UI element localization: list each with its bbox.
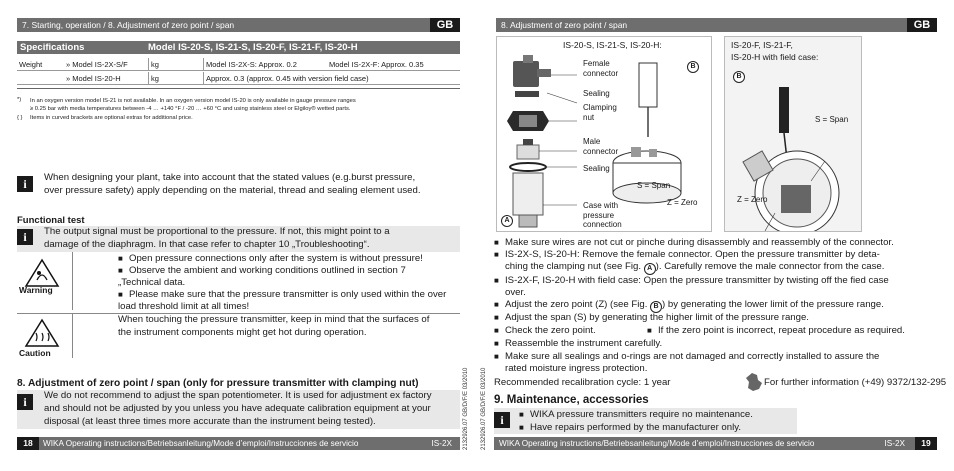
warning-bullet-cont: load threshold limit at all times!	[118, 301, 250, 312]
left-header-text: 7. Starting, operation / 8. Adjustment of zero point / span	[22, 20, 235, 30]
label-line: Case with	[583, 201, 619, 210]
figure-b	[724, 36, 862, 232]
maintenance-bullet: ■ Have repairs performed by the manufacturer only.	[530, 422, 741, 434]
info-design-text-1: When designing your plant, take into account that the stated values (e.g.burst pressure,	[44, 172, 416, 183]
info-icon: i	[17, 176, 33, 192]
caution-label: Caution	[19, 348, 51, 358]
bullet-adjust-zero	[505, 299, 884, 312]
footnote-2: Items in curved brackets are optional extras for additional price.	[30, 115, 193, 121]
field-case-drawing	[725, 77, 863, 231]
recalibration-text: Recommended recalibration cycle: 1 year	[494, 377, 671, 388]
footer-model: IS-2X	[431, 439, 452, 448]
label-male-connector	[583, 137, 618, 156]
bullet-remove-connector-cont	[505, 261, 884, 274]
bullet-field-case-cont: over.	[505, 287, 526, 298]
caution-text-1: When touching the pressure transmitter, keep in mind that the surfaces of	[118, 314, 430, 325]
label-z-zero-2: Z = Zero	[737, 195, 768, 204]
spec-unit: kg	[148, 72, 159, 85]
functional-test-text-1: The output signal must be proportional to the pressure. If not, this might point to a	[44, 226, 390, 237]
left-language-badge: GB	[430, 18, 460, 32]
bullet-reassemble: ■ Reassemble the instrument carefully.	[505, 338, 662, 350]
maintenance-bullet: ■ WIKA pressure transmitters require no maintenance.	[530, 409, 753, 421]
page-number: 19	[915, 437, 937, 450]
info-icon: i	[17, 229, 33, 245]
right-page-header	[496, 18, 937, 32]
warning-bullet: ■ Open pressure connections only after the system is without pressure!	[129, 253, 423, 265]
spec-value: Approx. 0.3 (approx. 0.45 with version field case)	[203, 72, 369, 85]
label-line: nut	[583, 112, 595, 122]
footer-model: IS-2X	[884, 439, 905, 448]
warning-icon	[24, 258, 60, 288]
warning-bullet-cont: „Technical data.	[118, 277, 186, 288]
right-footer	[494, 437, 937, 450]
figure-b-marker: B	[687, 61, 699, 73]
info-design-text-2: over pressure safety) apply depending on the material, thread and sealing element used.	[44, 185, 421, 196]
footnote-1: In an oxygen version model IS-21 is not available. In an oxygen version model IS-20 is only available in gauge pressure ranges	[30, 98, 356, 104]
doc-id-vertical: 2132926.07 GB/D/F/E 03/2010	[481, 367, 487, 450]
text-part: ) by generating the lower limit of the pressure range.	[662, 299, 884, 310]
bullet-check-zero: ■ Check the zero point.	[505, 325, 596, 337]
info-icon: i	[494, 412, 510, 428]
footer-text: WIKA Operating instructions/Betriebsanleitung/Mode d’emploi/Instrucciones de servicio	[43, 439, 359, 448]
divider	[17, 88, 460, 89]
bullet-repeat: ■ If the zero point is incorrect, repeat procedure as required.	[658, 325, 905, 337]
spec-label: Weight	[19, 60, 43, 69]
hot-surface-icon	[24, 318, 60, 348]
info-icon: i	[17, 394, 33, 410]
label-line: Male	[583, 137, 601, 146]
section-8-text-2: and should not be adjusted by you unless you have adequate calibration equipment at your	[44, 403, 431, 414]
label-case	[583, 201, 622, 230]
functional-test-text-2: damage of the diaphragm. In that case refer to chapter 10 „Troubleshooting“.	[44, 239, 370, 250]
page-number: 18	[17, 437, 39, 450]
text-part: Adjust the zero point (Z) (see Fig.	[505, 299, 648, 310]
warning-bullet: ■ Please make sure that the pressure transmitter is only used within the over	[129, 289, 446, 301]
section-8-text-1: We do not recommend to adjust the span potentiometer. It is used for adjustment ex factory	[44, 390, 432, 401]
footnote-1b: ≥ 0.25 bar with media temperatures between -4 … +140 °F / -20 … +60 °C and using stainless steel or Elgiloy® wetted parts.	[30, 106, 351, 112]
divider	[72, 252, 73, 310]
label-clamping-nut	[583, 103, 617, 122]
label-line: Female	[583, 59, 610, 68]
label-s-span-2: S = Span	[815, 115, 849, 124]
warning-label: Warning	[19, 285, 53, 295]
further-info-phone: For further information (+49) 9372/132-295	[764, 377, 947, 388]
footnote-mark-2: { }	[17, 115, 23, 121]
figure-b-title-1: IS-20-F, IS-21-F,	[731, 40, 793, 50]
spec-row-weight-sf	[17, 58, 460, 71]
bullet-field-case: ■ IS-2X-F, IS-20-H with field case: Open the pressure transmitter by twisting off the fied case	[505, 275, 889, 287]
spec-table-header	[17, 41, 460, 54]
spec-model: » Model IS-2X-S/F	[66, 60, 128, 69]
spec-model: » Model IS-20-H	[66, 74, 121, 83]
bullet-sealings: ■ Make sure all sealings and o-rings are not damaged and correctly installed to assure the	[505, 351, 879, 363]
figure-a	[496, 36, 712, 232]
warning-bullet: ■ Observe the ambient and working conditions outlined in section 7	[129, 265, 406, 277]
label-sealing-1: Sealing	[583, 89, 610, 98]
label-line: connector	[583, 146, 619, 156]
figure-b-title-2: IS-20-H with field case:	[731, 52, 819, 62]
bullet-sealings-cont: rated moisture ingress protection.	[505, 363, 648, 374]
label-line: connector	[583, 68, 619, 78]
figure-b-marker: B	[733, 71, 745, 83]
section-8-text-3: disposal (at least three times more accurate than the instrument being tested).	[44, 416, 376, 427]
caution-text-2: the instrument components might get hot during operation.	[118, 327, 367, 338]
figure-a-marker: A	[501, 215, 513, 227]
bullet-wires: ■ Make sure wires are not cut or pinche during disassembly and reassembly of the connector.	[505, 237, 894, 249]
divider	[72, 313, 73, 358]
label-line: pressure	[583, 210, 615, 220]
section-8-title: 8. Adjustment of zero point / span (only for pressure transmitter with clamping nut)	[17, 378, 419, 389]
label-sealing-2: Sealing	[583, 164, 610, 173]
text-part: ). Carefully remove the male connector from the case.	[655, 261, 885, 272]
footnote-mark: *)	[17, 97, 22, 103]
right-header-text: 8. Adjustment of zero point / span	[501, 20, 628, 30]
text-part: ching the clamping nut (see Fig.	[505, 261, 641, 272]
figure-a-title: IS-20-S, IS-21-S, IS-20-H:	[563, 40, 662, 50]
spec-title: Specifications	[20, 42, 85, 53]
spec-value-2: Model IS-2X-F: Approx. 0.35	[329, 60, 424, 69]
label-s-span: S = Span	[637, 181, 671, 190]
footer-text: WIKA Operating instructions/Betriebsanleitung/Mode d’emploi/Instrucciones de servicio	[499, 439, 815, 448]
label-line: connection	[583, 220, 622, 229]
spec-models: Model IS-20-S, IS-21-S, IS-20-F, IS-21-F, IS-20-H	[148, 42, 358, 53]
doc-id-vertical: 2132926.07 GB/D/F/E 03/2010	[463, 367, 469, 450]
figure-b-ref: B	[650, 301, 662, 313]
spec-unit: kg	[148, 58, 159, 71]
right-language-badge: GB	[907, 18, 937, 32]
germany-map-icon	[744, 372, 764, 392]
left-page-header	[17, 18, 460, 32]
label-line: Clamping	[583, 103, 617, 112]
bullet-adjust-span: ■ Adjust the span (S) by generating the higher limit of the pressure range.	[505, 312, 809, 324]
spec-value: Model IS-2X-S: Approx. 0.2	[203, 58, 297, 71]
bullet-remove-connector: ■ IS-2X-S, IS-20-H: Remove the female connector. Open the pressure transmitter by deta-	[505, 249, 880, 261]
label-female-connector	[583, 59, 618, 78]
left-footer	[17, 437, 460, 450]
functional-test-title: Functional test	[17, 215, 85, 226]
section-9-title: 9. Maintenance, accessories	[494, 394, 649, 406]
label-z-zero: Z = Zero	[667, 198, 698, 207]
spec-row-weight-h	[17, 72, 460, 85]
figure-a-ref: A	[644, 263, 656, 275]
